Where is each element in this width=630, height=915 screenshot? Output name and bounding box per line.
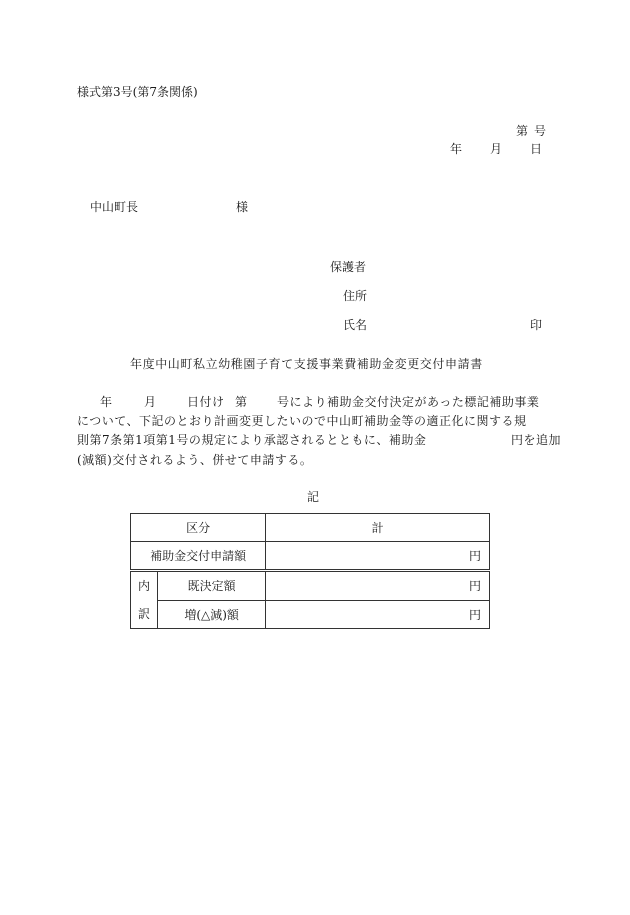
body-line-1-rest: 号により補助金交付決定があった標記補助事業 (277, 395, 540, 409)
breakdown-label (131, 571, 158, 629)
breakdown-char-1: 内 (137, 579, 150, 593)
breakdown-char-2: 訳 (137, 607, 150, 621)
applicant-address-label: 住所 (343, 289, 368, 303)
applicant-name-label: 氏名 (343, 318, 368, 332)
ki-heading: 記 (307, 490, 320, 504)
row-decided-amount-unit: 円 (266, 571, 490, 601)
table-header-row (131, 514, 490, 542)
table-row (131, 600, 490, 629)
document-title: 年度中山町私立幼稚園子育て支援事業費補助金変更交付申請書 (130, 357, 483, 371)
body-line-3-pre: 則第7条第1項第1号の規定により承認されるとともに、補助金 (77, 433, 427, 447)
body-line-2: について、下記のとおり計画変更したいので中山町補助金等の適正化に関する規 (77, 414, 527, 428)
amount-table (130, 513, 490, 629)
header-category: 区分 (131, 514, 266, 542)
row-change-amount-label: 増(△減)額 (157, 600, 265, 629)
table-row (131, 571, 490, 601)
row-application-amount-label: 補助金交付申請額 (131, 542, 266, 571)
date-day: 日 (530, 142, 543, 156)
body-year: 年 (100, 395, 113, 409)
applicant-guardian-label: 保護者 (330, 260, 367, 274)
seal-mark: 印 (530, 318, 543, 332)
form-number: 様式第3号(第7条関係) (77, 85, 198, 99)
addressee-honorific: 様 (236, 200, 249, 214)
row-change-amount-unit: 円 (266, 600, 490, 629)
body-dai: 第 (235, 395, 248, 409)
date-month: 月 (490, 142, 503, 156)
date-year: 年 (450, 142, 463, 156)
body-line-3 (77, 433, 562, 447)
body-dated: 日付け (187, 395, 225, 409)
table-row (131, 542, 490, 571)
header-total: 計 (266, 514, 490, 542)
document-number: 第号 (516, 124, 553, 138)
row-decided-amount-label: 既決定額 (157, 571, 265, 601)
body-month: 月 (144, 395, 157, 409)
body-line-4: (減額)交付されるよう、併せて申請する。 (77, 453, 313, 467)
row-application-amount-unit: 円 (266, 542, 490, 571)
body-line-3-post: 円を追加 (511, 433, 562, 447)
addressee-name: 中山町長 (90, 200, 139, 214)
